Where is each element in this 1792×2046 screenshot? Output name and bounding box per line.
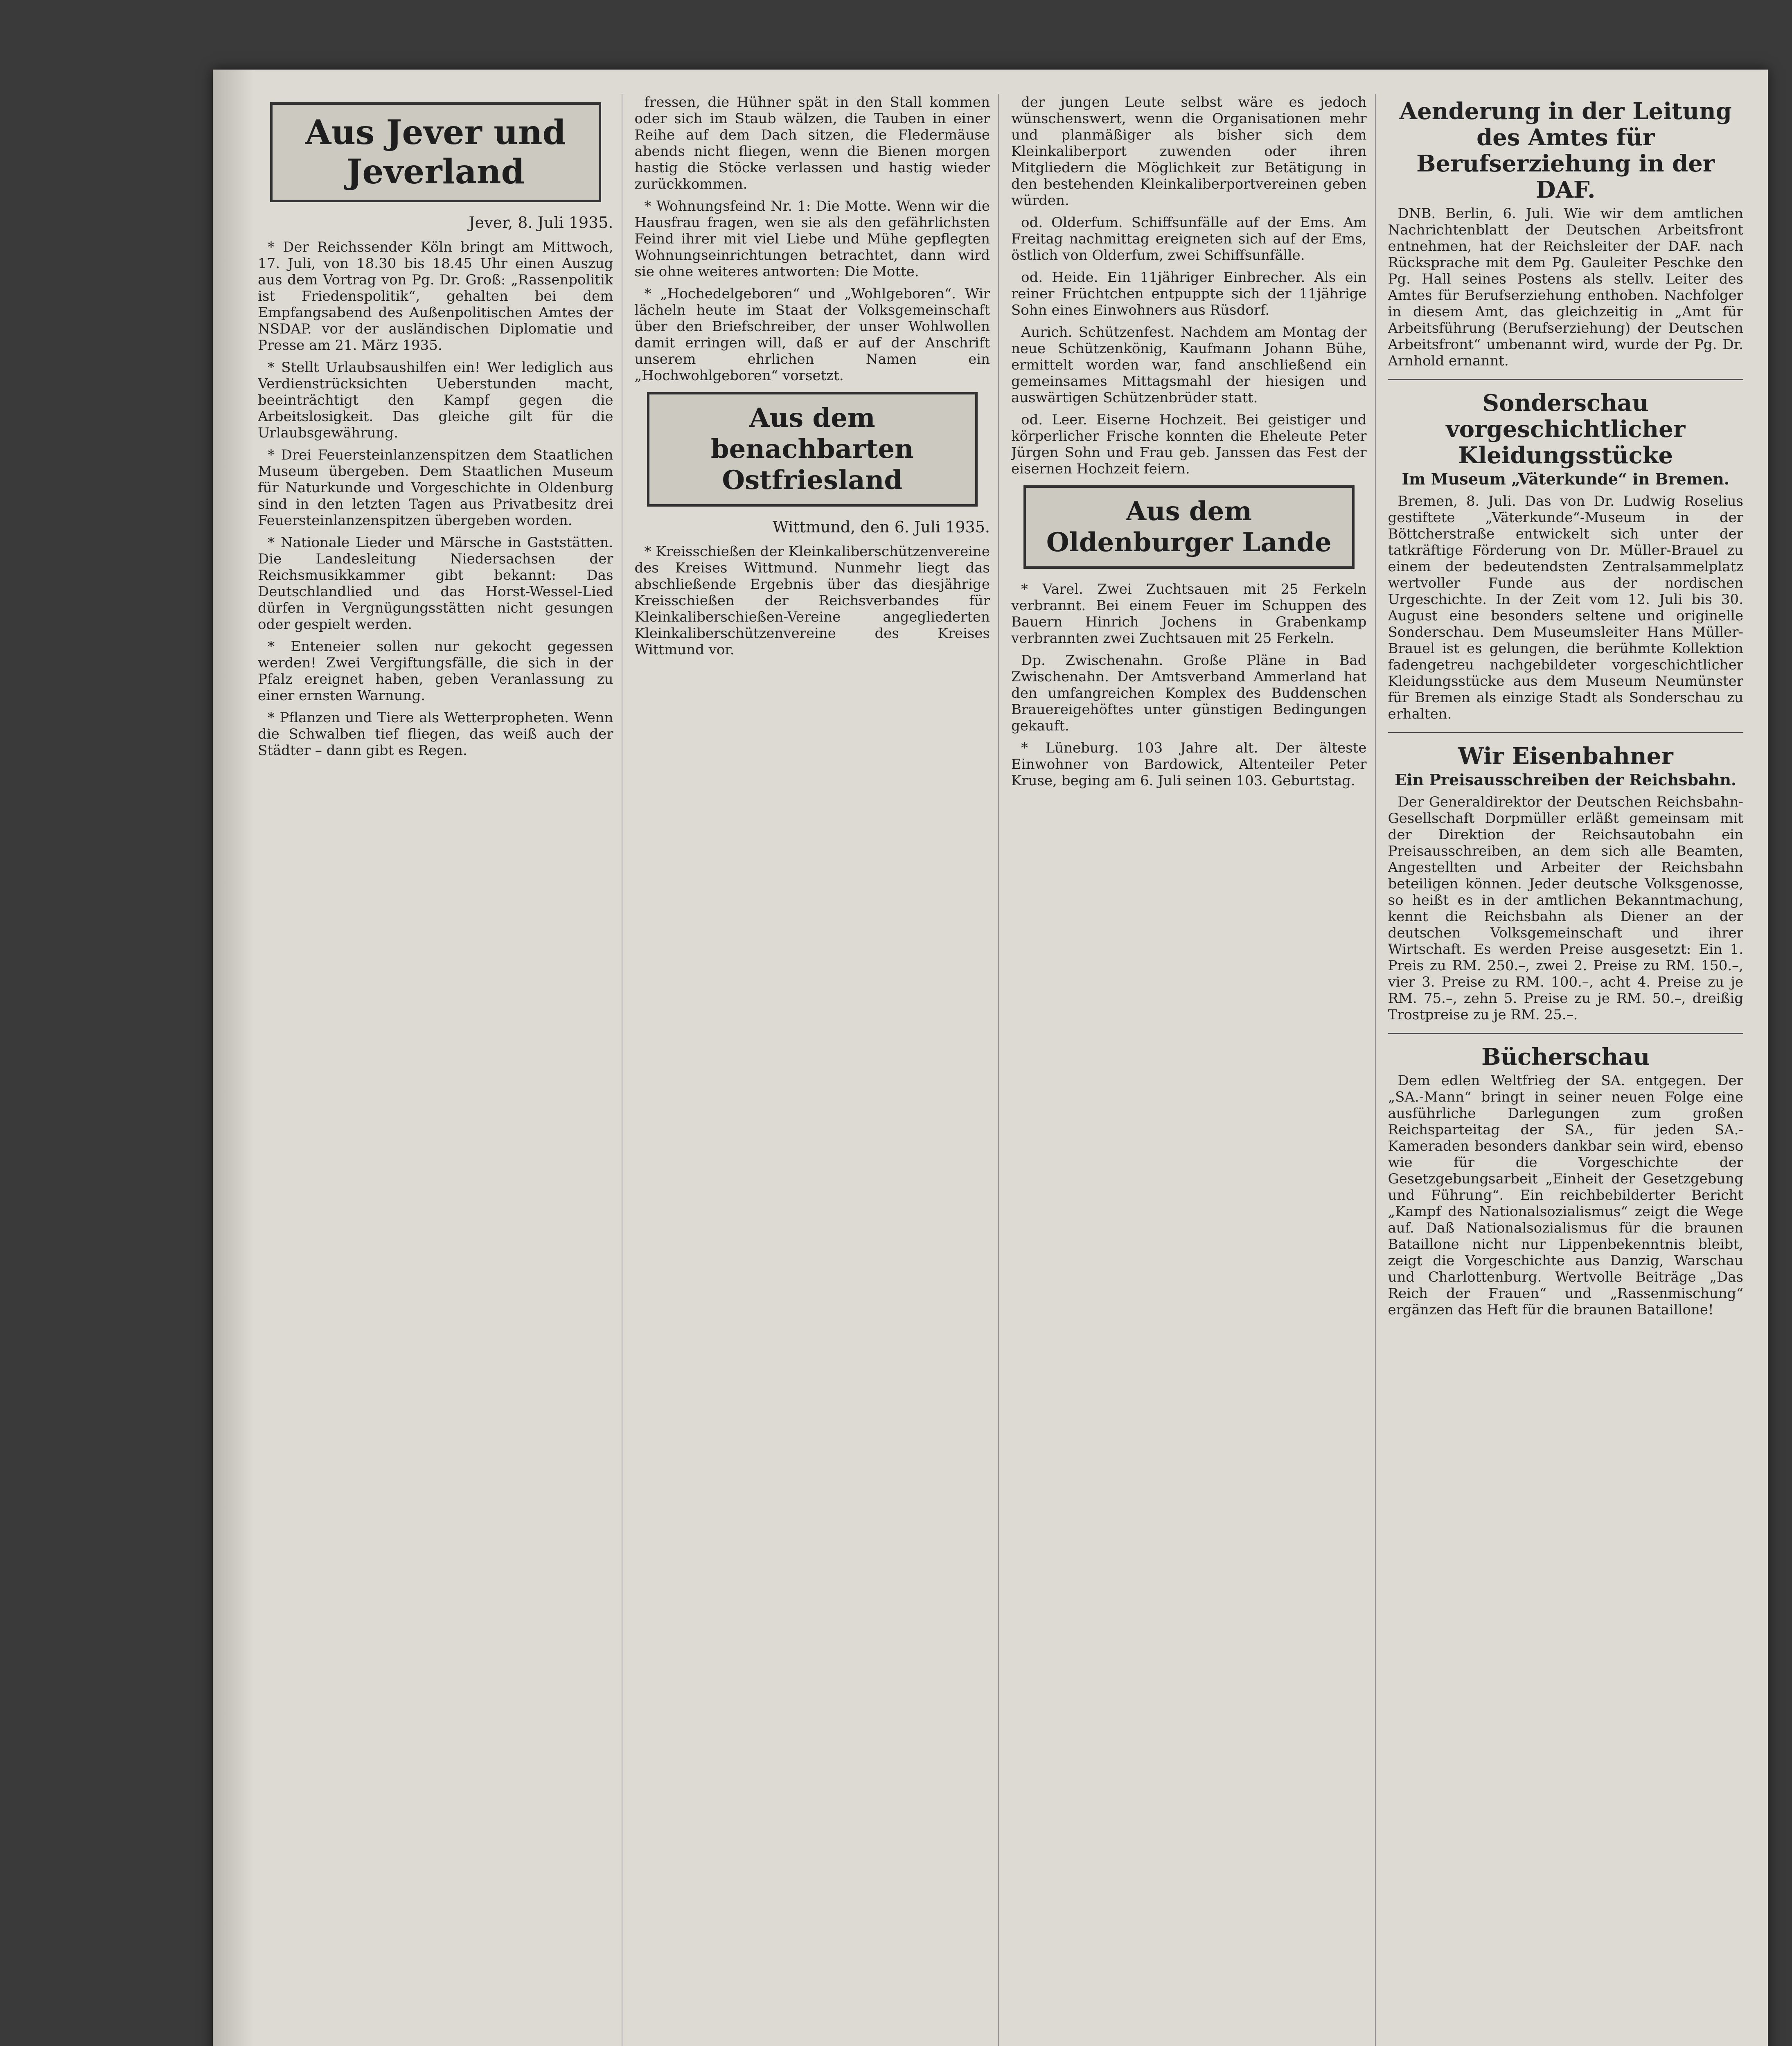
ostfriesland-banner [647,392,978,507]
article-paragraph: * Stellt Urlaubsaushilfen ein! Wer lediglich aus Verdienstrücksichten Ueberstunden macht, beeinträchtigt den Kampf gegen die Arbeitslosigkeit. Das gleiche gilt für die Urlaubsgewährung. [258,359,613,441]
article-paragraph: DNB. Berlin, 6. Juli. Wie wir dem amtlichen Nachrichtenblatt der Deutschen Arbeitsfront entnehmen, hat der Reichsleiter der DAF. nach Rücksprache mit dem Pg. Gauleiter Peschke den Pg. Hall seines Postens als stellv. Leiter des Amtes für Berufserziehung enthoben. Nachfolger in diesem Amt, das gleichzeitig in „Amt für Arbeitsführung (Berufserziehung) der Deutschen Arbeitsfront“ umbenannt wird, wurde der Pg. Dr. Arnhold ernannt. [1388,205,1743,369]
banner-title: Aus Jever und Jeverland [305,113,566,192]
column-2 [635,94,999,2046]
article-paragraph: * Enteneier sollen nur gekocht gegessen werden! Zwei Vergiftungsfälle, die sich in der Pfalz ereignet haben, geben Veranlassung zu einer ernsten Warnung. [258,638,613,704]
article-paragraph: * Der Reichssender Köln bringt am Mittwoch, 17. Juli, von 18.30 bis 18.45 Uhr einen Auszug aus dem Vortrag von Pg. Dr. Groß: „Rassenpolitik ist Friedenspolitik“, gehalten bei dem Empfangsabend des Außenpolitischen Amtes der NSDAP. vor der ausländischen Diplomatie und Presse am 21. März 1935. [258,239,613,354]
column-1 [258,94,622,2046]
divider [1388,732,1744,733]
article-headline: Sonderschau vorgeschichtlicher Kleidungsstücke [1446,390,1686,469]
article-paragraph: Aurich. Schützenfest. Nachdem am Montag der neue Schützenkönig, Kaufmann Johann Bühe, ermittelt worden war, fand anschließend ein gemeinsames Mittagsmahl der hiesigen und auswärtigen Schützenbrüder statt. [1011,324,1367,406]
article-paragraph: * Wohnungsfeind Nr. 1: Die Motte. Wenn wir die Hausfrau fragen, wen sie als den gefährlichsten Feind ihrer mit viel Liebe und Mühe gepflegten Wohnungseinrichtungen betrachtet, dann wird sie ohne weiteres antworten: Die Motte. [634,198,990,280]
newspaper-page [213,70,1768,2046]
dateline: Jever, 8. Juli 1935. [469,214,613,232]
columns [258,94,1751,2046]
article-paragraph: * Drei Feuersteinlanzenspitzen dem Staatlichen Museum übergeben. Dem Staatlichen Museum für Naturkunde und Vorgeschichte in Oldenburg sind in den letzten Tagen aus Privatbesitz drei Feuersteinlanzenspitzen übergeben worden. [258,447,613,529]
article-subheadline: Im Museum „Väterkunde“ in Bremen. [1402,470,1729,488]
divider [1388,1033,1744,1034]
column-4 [1388,94,1752,2046]
article-headline: Aenderung in der Leitung des Amtes für Berufserziehung in der DAF. [1399,98,1732,203]
page-gutter [213,70,254,2046]
article-headline: Bücherschau [1481,1043,1650,1070]
article-paragraph: * Lüneburg. 103 Jahre alt. Der älteste Einwohner von Bardowick, Altenteiler Peter Kruse, beging am 6. Juli seinen 103. Geburtstag. [1011,740,1367,789]
dateline: Wittmund, den 6. Juli 1935. [772,518,990,536]
banner-title: Aus dem benachbarten Ostfriesland [710,403,914,496]
article-paragraph: der jungen Leute selbst wäre es jedoch wünschenswert, wenn die Organisationen mehr und planmäßiger als bisher sich dem Kleinkaliberport zuwenden oder ihren Mitgliedern die Möglichkeit zur Betätigung in den bestehenden Kleinkaliberportvereinen geben würden. [1011,94,1367,209]
oldenburg-banner [1023,485,1355,569]
article-paragraph: Bremen, 8. Juli. Das von Dr. Ludwig Roselius gestiftete „Väterkunde“-Museum in der Böttcherstraße entwickelt sich unter der tatkräftige Förderung von Dr. Müller-Brauel zu einem der bedeutendsten Zentralsammelplatz wertvoller Funde aus der nordischen Urgeschichte. In der Zeit vom 12. Juli bis 30. August eine besonders seltene und originelle Sonderschau. Dem Museumsleiter Hans Müller-Brauel ist es gelungen, die berühmte Kollektion fadengetreu nachgebildeter vorgeschichtlicher Kleidungsstücke aus dem Museum Neumünster für Bremen als einzige Stadt als Sonderschau zu erhalten. [1388,493,1743,722]
article-subheadline: Ein Preisausschreiben der Reichsbahn. [1395,771,1737,789]
article-headline: Wir Eisenbahner [1458,743,1673,770]
article-paragraph: * Pflanzen und Tiere als Wetterpropheten. Wenn die Schwalben tief fliegen, das weiß auch der Städter – dann gibt es Regen. [258,710,613,759]
article-paragraph: Dem edlen Weltfrieg der SA. entgegen. Der „SA.-Mann“ bringt in seiner neuen Folge eine ausführliche Darlegungen zum großen Reichsparteitag der SA., für jeden SA.-Kameraden besonders dankbar sein wird, ebenso wie für die Vorgeschichte der Gesetzgebungsarbeit „Einheit der Gesetzgebung und Führung“. Ein reichbebilderter Bericht „Kampf des Nationalsozialismus“ zeigt die Wege auf. Daß Nationalsozialismus für die braunen Bataillone nicht nur Lippenbekenntnis bleibt, zeigt die Vorgeschichte aus Danzig, Warschau und Charlottenburg. Wertvolle Beiträge „Das Reich der Frauen“ und „Rassenmischung“ ergänzen das Heft für die braunen Bataillone! [1388,1073,1743,1318]
banner-title: Aus dem Oldenburger Lande [1046,496,1332,558]
article-paragraph: Der Generaldirektor der Deutschen Reichsbahn-Gesellschaft Dorpmüller erläßt gemeinsam mit der Direktion der Reichsautobahn ein Preisausschreiben, an dem sich alle Beamten, Angestellten und Arbeiter der Reichsbahn beteiligen können. Jeder deutsche Volksgenosse, so heißt es in der amtlichen Bekanntmachung, kennt die Reichsbahn als Diener an der deutschen Volksgemeinschaft und ihrer Wirtschaft. Es werden Preise ausgesetzt: Ein 1. Preis zu RM. 250.–, zwei 2. Preise zu RM. 150.–, vier 3. Preise zu RM. 100.–, acht 4. Preise zu je RM. 75.–, zehn 5. Preise zu je RM. 50.–, dreißig Trostpreise zu je RM. 25.–. [1388,794,1743,1023]
article-paragraph: fressen, die Hühner spät in den Stall kommen oder sich im Staub wälzen, die Tauben in einer Reihe auf dem Dach sitzen, die Fledermäuse abends nicht fliegen, wenn die Bienen morgen hastig die Stöcke verlassen und hastig wieder zurückkommen. [634,94,990,192]
divider [1388,379,1744,380]
article-paragraph: * Kreisschießen der Kleinkaliberschützenvereine des Kreises Wittmund. Nunmehr liegt das abschließende Ergebnis über das diesjährige Kreisschießen der Reichsverbandes für Kleinkaliberschießen-Vereine angegliederten Kleinkaliberschützenvereine des Kreises Wittmund vor. [634,543,990,658]
article-paragraph: Dp. Zwischenahn. Große Pläne in Bad Zwischenahn. Der Amtsverband Ammerland hat den umfangreichen Komplex des Buddenschen Brauereigehöftes unter günstigen Bedingungen gekauft. [1011,652,1367,734]
article-paragraph: od. Olderfum. Schiffsunfälle auf der Ems. Am Freitag nachmittag ereigneten sich auf der Ems, östlich von Olderfum, zwei Schiffsunfälle. [1011,214,1367,264]
article-paragraph: od. Leer. Eiserne Hochzeit. Bei geistiger und körperlicher Frische konnten die Eheleute Peter Jürgen Sohn und Frau geb. Janssen das Fest der eisernen Hochzeit feiern. [1011,412,1367,477]
article-paragraph: od. Heide. Ein 11jähriger Einbrecher. Als ein reiner Früchtchen entpuppte sich der 11jährige Sohn eines Einwohners aus Rüsdorf. [1011,269,1367,318]
column-3 [1011,94,1376,2046]
article-paragraph: * Varel. Zwei Zuchtsauen mit 25 Ferkeln verbrannt. Bei einem Feuer im Schuppen des Bauern Hinrich Jochens in Grabenkamp verbrannten zwei Zuchtsauen mit 25 Ferkeln. [1011,581,1367,647]
article-paragraph: * „Hochedelgeboren“ und „Wohlgeboren“. Wir lächeln heute im Staat der Volksgemeinschaft über den Briefschreiber, der unser Wohlwollen damit erringen will, daß er auf der Anschrift unserem ehrlichen Namen ein „Hochwohlgeboren“ vorsetzt. [634,286,990,384]
article-paragraph: * Nationale Lieder und Märsche in Gaststätten. Die Landesleitung Niedersachsen der Reichsmusikkammer gibt bekannt: Das Deutschlandlied und das Horst-Wessel-Lied dürfen in Vergnügungsstätten nicht gesungen oder gespielt werden. [258,534,613,633]
regional-banner [270,102,601,202]
